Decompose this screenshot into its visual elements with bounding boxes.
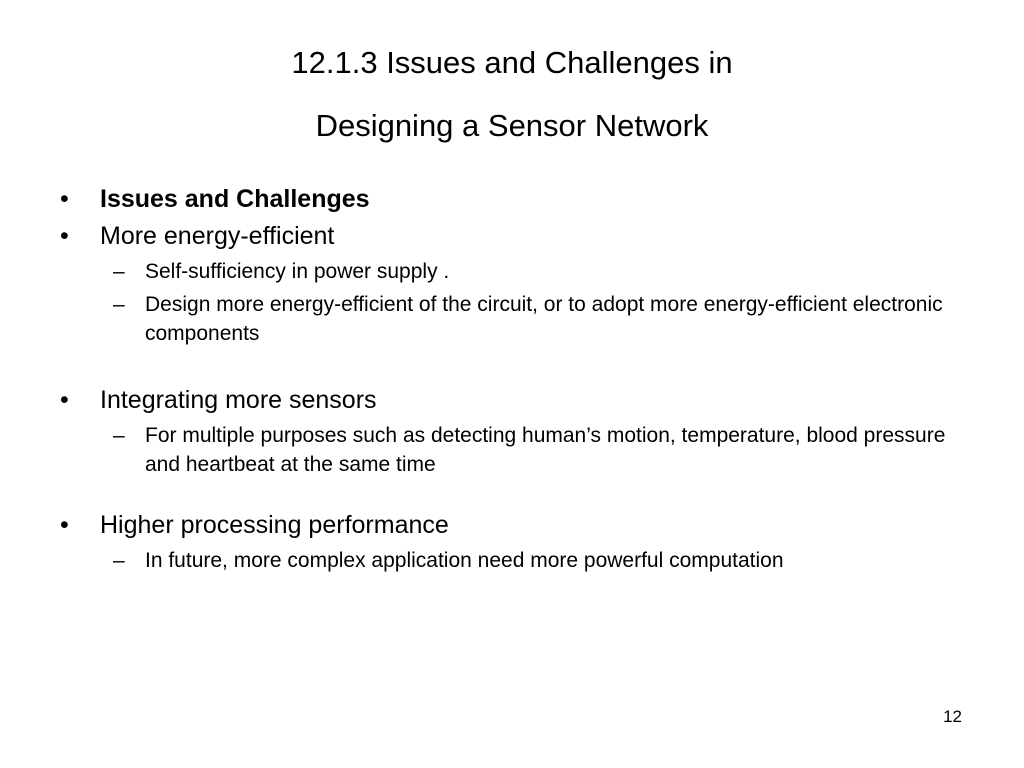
title-line-2: Designing a Sensor Network	[315, 108, 709, 143]
sub-bullet-mark: –	[113, 424, 125, 447]
bullet-text: More energy-efficient	[100, 222, 335, 250]
sub-bullet-text: Self-sufficiency in power supply .	[145, 260, 450, 283]
sub-bullet-text: For multiple purposes such as detecting human’s motion, temperature, blood pressure and heartbeat at the same time	[145, 424, 946, 476]
bullet-text: Higher processing performance	[100, 511, 449, 539]
sub-bullet-mark: –	[113, 293, 125, 316]
bullet-mark: •	[60, 222, 69, 250]
bullet-mark: •	[60, 386, 69, 414]
sub-bullet-mark: –	[113, 549, 125, 572]
sub-bullet-text: In future, more complex application need more powerful computation	[145, 549, 784, 572]
title-line-1: 12.1.3 Issues and Challenges in	[291, 45, 733, 80]
bullet-mark: •	[60, 185, 69, 213]
sub-bullet-mark: –	[113, 260, 125, 283]
bullet-text: Issues and Challenges	[100, 185, 370, 213]
bullet-text: Integrating more sensors	[100, 386, 377, 414]
bullet-mark: •	[60, 511, 69, 539]
sub-bullet-text: Design more energy-efficient of the circuit, or to adopt more energy-efficient electronic components	[145, 293, 943, 345]
page-number: 12	[943, 707, 962, 726]
